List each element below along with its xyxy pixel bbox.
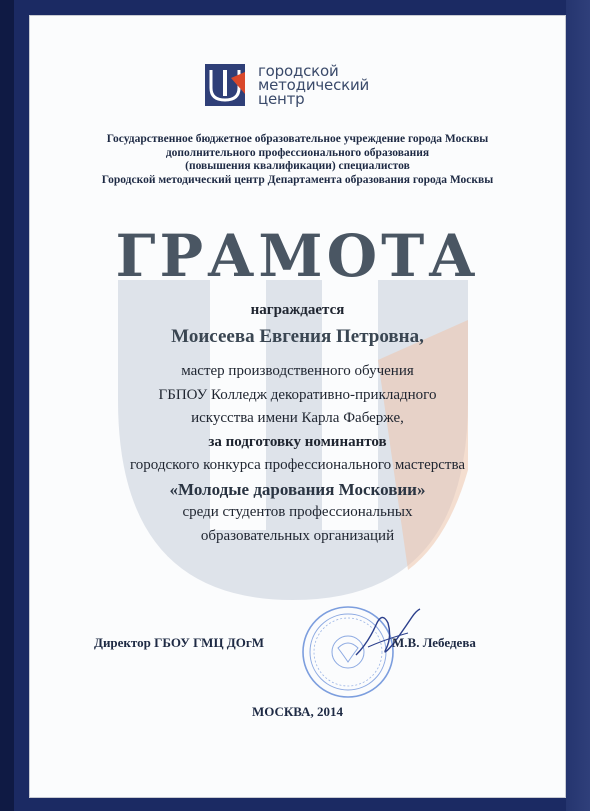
logo-text — [258, 64, 369, 106]
recipient-name: Моисеева Евгения Петровна, — [171, 326, 424, 347]
organization-line-4: Городской методический центр Департамента образования города Москвы — [101, 173, 494, 186]
award-details — [29, 360, 566, 548]
contest-name: «Молодые дарования Московии» — [169, 479, 426, 499]
awarded-label: награждается — [250, 302, 345, 318]
organization-header — [29, 133, 566, 187]
organization-line-1: Государственное бюджетное образовательное учреждение города Москвы — [106, 133, 489, 145]
director-title: Директор ГБОУ ГМЦ ДОгМ — [94, 635, 265, 650]
position-line-3: искусства имени Карла Фаберже, — [191, 410, 404, 426]
director-name: М.В. Лебедева — [392, 635, 476, 650]
logo-line-3: центр — [258, 90, 305, 108]
place-date: МОСКВА, 2014 — [251, 704, 344, 719]
audience-line-1: среди студентов профессиональных — [182, 504, 413, 520]
award-reason: за подготовку номинантов — [208, 433, 387, 450]
gmc-logo-icon — [205, 64, 245, 106]
organization-line-2: дополнительного профессионального образования — [165, 146, 430, 159]
logo-line-2: методический — [258, 76, 370, 94]
handwritten-signature — [346, 603, 426, 661]
certificate-title: ГРАМОТА — [115, 222, 480, 290]
position-line-2: ГБПОУ Колледж декоративно-прикладного — [158, 386, 437, 403]
contest-intro: городского конкурса профессионального мастерства — [129, 457, 466, 473]
folder-right-edge — [566, 0, 590, 811]
audience-line-2: образовательных организаций — [200, 527, 395, 544]
logo-line-1: городской — [258, 62, 339, 80]
position-line-1: мастер производственного обучения — [181, 363, 414, 379]
organization-line-3: (повышения квалификации) специалистов — [185, 160, 410, 172]
folder-shadow — [0, 0, 14, 811]
